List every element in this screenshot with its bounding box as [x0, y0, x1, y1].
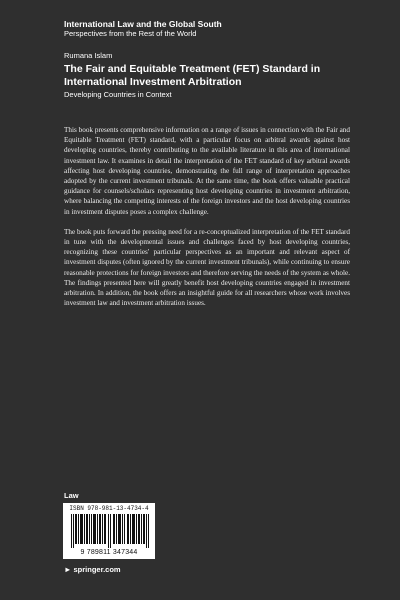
- subject-label: Law: [64, 491, 79, 500]
- barcode-digits: 9 789811 347344: [80, 549, 138, 556]
- book-subtitle: Developing Countries in Context: [64, 90, 172, 99]
- series-title: International Law and the Global South: [64, 19, 222, 29]
- publisher-website: ► springer.com: [64, 565, 121, 574]
- description-paragraph-2: The book puts forward the pressing need for a re-conceptualized interpretation of the FET standard in tune with the developmental issues and challenges faced by host developing countries, recognizing these countries' particular perspectives as an important and relevant aspect of investment disputes (often ignored by the current investment tribunals), while continuing to ensure reasonable protections for foreign investors and therefore serving the needs of the system as whole. The findings presented here will greatly benefit host developing countries engaged in investment arbitration. In addition, the book offers an insightful guide for all researchers whose work involves investment law and investment arbitration issues.: [64, 227, 350, 308]
- book-title: The Fair and Equitable Treatment (FET) Standard in International Investment Arbitration: [64, 63, 321, 88]
- cover-header: [64, 19, 374, 100]
- barcode-bars: [71, 514, 149, 548]
- isbn-label: ISBN 978-981-13-4734-4: [69, 505, 149, 512]
- author-name: Rumana Islam: [64, 51, 113, 60]
- book-description: [64, 125, 350, 318]
- series-subtitle: Perspectives from the Rest of the World: [64, 29, 197, 38]
- description-paragraph-1: This book presents comprehensive information on a range of issues in connection with the Fair and Equitable Treatment (FET) standard, with a particular focus on arbitral awards against host developing countries, thereby contributing to the available literature in this area of international investment law. It examines in detail the interpretation of the FET standard of key arbitral awards affecting host developing countries, demonstrating the full range of interpretation approaches adopted by the current investment tribunals. At the same time, the book offers valuable practical guidance for counsels/scholars representing host developing countries in investment arbitration, where balancing the competing interests of the foreign investors and the host developing countries in investment disputes poses a complex challenge.: [64, 126, 350, 216]
- isbn-barcode: [63, 503, 155, 559]
